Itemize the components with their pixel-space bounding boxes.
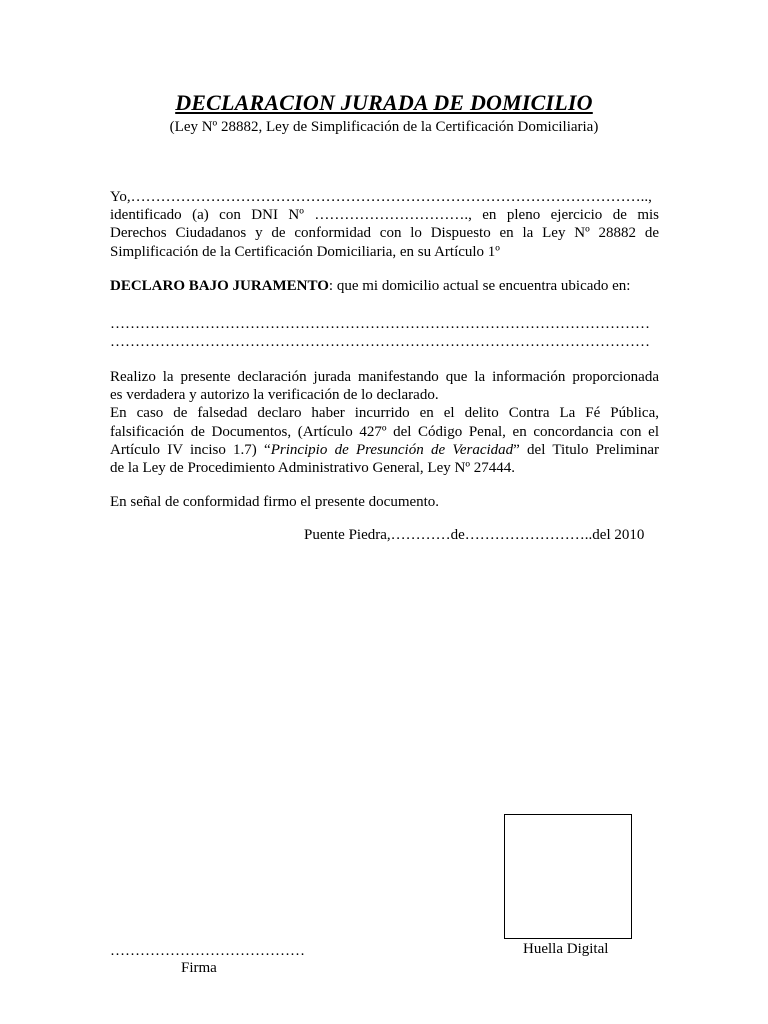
address-blank — [110, 315, 659, 351]
legal-line-3: En caso de falsedad declaro haber incurrido en el delito Contra La Fé Pública, — [110, 405, 659, 422]
legal-paragraph — [110, 368, 659, 477]
declaration-text: : que mi domicilio actual se encuentra ubicado en: — [328, 278, 631, 294]
declaration-statement — [110, 277, 659, 295]
place-date-line: Puente Piedra,…………de……………………..del 2010 — [304, 527, 645, 543]
document-title: DECLARACION JURADA DE DOMICILIO — [175, 90, 593, 115]
address-line-2: ……………………………………………………………………………………………… — [110, 334, 650, 351]
declaration-heading: DECLARO BAJO JURAMENTO — [110, 278, 329, 294]
dni-line: identificado (a) con DNI Nº …………………………., en pleno ejercicio de mis — [110, 207, 659, 224]
law-reference-line: Simplificación de la Certificación Domiciliaria, en su Artículo 1º — [110, 243, 500, 260]
document-subtitle: (Ley Nº 28882, Ley de Simplificación de la Certificación Domiciliaria) — [169, 119, 599, 135]
declarant-name-line: Yo,………………………………………………………………………………………….., — [110, 189, 652, 205]
signature-label: Firma — [181, 960, 217, 976]
fingerprint-box — [504, 814, 632, 939]
principle-name: Principio de Presunción de Veracidad — [270, 441, 514, 458]
address-line-1: ……………………………………………………………………………………………… — [110, 316, 650, 332]
fingerprint-label: Huella Digital — [523, 941, 609, 957]
legal-line-1: Realizo la presente declaración jurada manifestando que la información proporcionada — [110, 369, 659, 385]
rights-line: Derechos Ciudadanos y de conformidad con lo Dispuesto en la Ley Nº 28882 de — [110, 225, 659, 242]
signature-line: ………………………………… — [110, 943, 305, 959]
legal-line-2: es verdadera y autorizo la verificación de lo declarado. — [110, 387, 439, 404]
legal-line-5: Artículo IV inciso 1.7) “Principio de Presunción de Veracidad” del Titulo Preliminar — [110, 441, 660, 458]
legal-line-4: falsificación de Documentos, (Artículo 427º del Código Penal, en concordancia con el — [110, 423, 659, 440]
legal-line-6: de la Ley de Procedimiento Administrativo General, Ley Nº 27444. — [110, 460, 515, 477]
conformity-statement: En señal de conformidad firmo el presente documento. — [110, 494, 440, 510]
declarant-paragraph — [110, 188, 659, 261]
